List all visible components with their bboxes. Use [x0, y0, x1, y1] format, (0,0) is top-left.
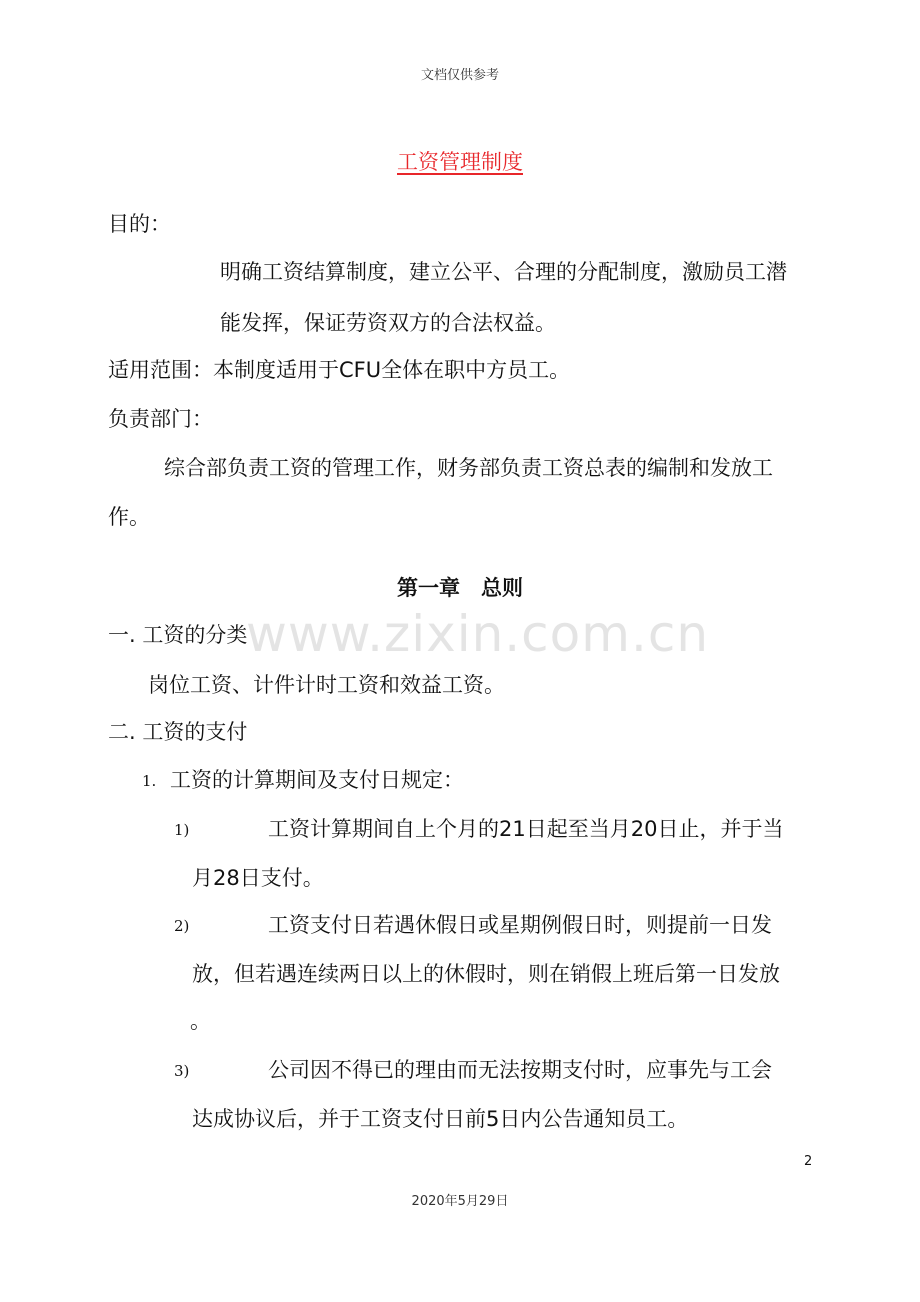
page-number: 2	[804, 1154, 813, 1169]
footer-date: 2020年5月29日	[411, 1194, 509, 1209]
chapter-title: 第一章 总则	[397, 576, 523, 600]
dept-line-2: 作。	[108, 505, 150, 529]
section-2-heading: 二. 工资的支付	[108, 720, 248, 744]
purpose-line-1: 明确工资结算制度，建立公平、合理的分配制度，激励员工潜	[220, 260, 787, 284]
dept-label: 负责部门：	[108, 407, 213, 431]
document-header: 文档仅供参考	[420, 68, 499, 83]
section-1-content: 岗位工资、计件计时工资和效益工资。	[148, 673, 505, 697]
dept-line-1: 综合部负责工资的管理工作，财务部负责工资总表的编制和发放工	[164, 456, 773, 480]
item-1-number: 1.	[142, 772, 157, 790]
sub-item-3-line-2: 达成协议后，并于工资支付日前5日内公告通知员工。	[192, 1107, 689, 1131]
sub-item-1-number: 1)	[174, 821, 190, 839]
item-1-text: 工资的计算期间及支付日规定：	[170, 768, 464, 792]
section-1-heading: 一. 工资的分类	[108, 623, 248, 647]
page-title: 工资管理制度	[397, 150, 523, 174]
sub-item-3-number: 3)	[174, 1062, 190, 1080]
sub-item-2-number: 2)	[174, 917, 190, 935]
sub-item-2-line-1: 工资支付日若遇休假日或星期例假日时，则提前一日发	[268, 913, 772, 937]
sub-item-1-line-2: 月28日支付。	[192, 866, 324, 890]
purpose-label: 目的：	[108, 212, 171, 236]
sub-item-2-line-2: 放，但若遇连续两日以上的休假时，则在销假上班后第一日发放	[192, 962, 780, 986]
sub-item-3-line-1: 公司因不得已的理由而无法按期支付时，应事先与工会	[268, 1058, 772, 1082]
scope-line: 适用范围：本制度适用于CFU全体在职中方员工。	[108, 358, 571, 382]
watermark: www.zixin.com.cn	[246, 605, 710, 663]
purpose-line-2: 能发挥，保证劳资双方的合法权益。	[220, 311, 556, 335]
sub-item-1-line-1: 工资计算期间自上个月的21日起至当月20日止，并于当	[268, 817, 784, 841]
sub-item-2-line-3: 。	[190, 1009, 211, 1033]
